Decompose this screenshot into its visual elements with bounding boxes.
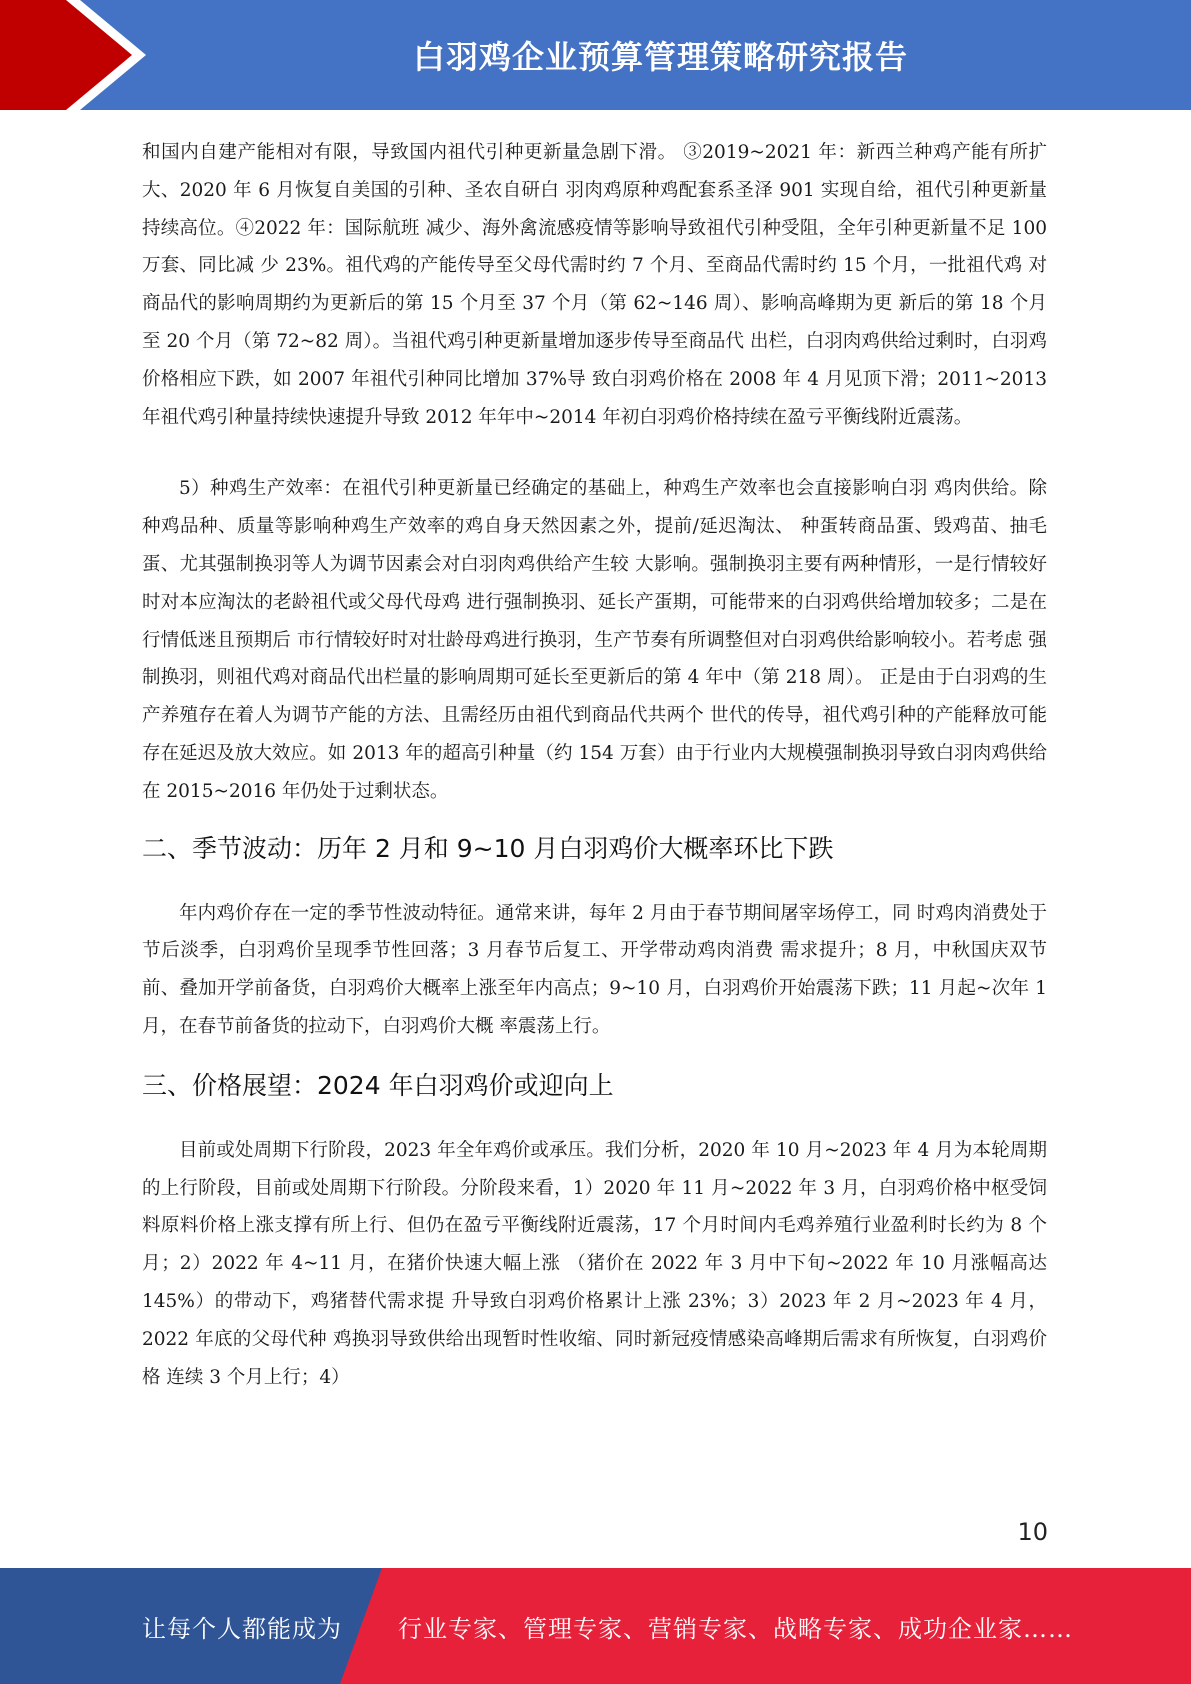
- section-heading: 二、季节波动：历年 2 月和 9~10 月白羽鸡价大概率环比下跌: [142, 833, 834, 863]
- page-number: 10: [1017, 1518, 1048, 1546]
- body-paragraph: 和国内自建产能相对有限，导致国内祖代引种更新量急剧下滑。 ③2019~2021 年：新西兰种鸡产能有所扩大、2020 年 6 月恢复自美国的引种、圣农自研白 羽肉鸡原种鸡配套系圣泽 901 实现自给，祖代引种更新量持续高位。④2022 年：国际航班 减少、海外禽流感疫情等影响导致祖代引种受阻，全年引种更新量不足 100 万套、同比减 少 23%。祖代鸡的产能传导至父母代需时约 7 个月、至商品代需时约 15 个月，一批祖代鸡 对商品代的影响周期约为更新后的第 15 个月至 37 个月（第 62~146 周）、影响高峰期为更 新后的第 18 个月至 20 个月（第 72~82 周）。当祖代鸡引种更新量增加逐步传导至商品代 出栏，白羽肉鸡供给过剩时，白羽鸡价格相应下跌，如 2007 年祖代引种同比增加 37%导 致白羽鸡价格在 2008 年 4 月见顶下滑；2011~2013 年祖代鸡引种量持续快速提升导致 2012 年年中~2014 年初白羽鸡价格持续在盈亏平衡线附近震荡。: [142, 142, 1047, 428]
- body-paragraph: 5）种鸡生产效率：在祖代引种更新量已经确定的基础上，种鸡生产效率也会直接影响白羽 鸡肉供给。除种鸡品种、质量等影响种鸡生产效率的鸡自身天然因素之外，提前/延迟淘汰、 种蛋转商品蛋、毁鸡苗、抽毛蛋、尤其强制换羽等人为调节因素会对白羽肉鸡供给产生较 大影响。强制换羽主要有两种情形，一是行情较好时对本应淘汰的老龄祖代或父母代母鸡 进行强制换羽、延长产蛋期，可能带来的白羽鸡供给增加较多；二是在行情低迷且预期后 市行情较好时对壮龄母鸡进行换羽，生产节奏有所调整但对白羽鸡供给影响较小。若考虑 强制换羽，则祖代鸡对商品代出栏量的影响周期可延长至更新后的第 4 年中（第 218 周）。 正是由于白羽鸡的生产养殖存在着人为调节产能的方法、且需经历由祖代到商品代共两个 世代的传导，祖代鸡引种的产能释放可能存在延迟及放大效应。如 2013 年的超高引种量（约 154 万套）由于行业内大规模强制换羽导致白羽肉鸡供给在 2015~2016 年仍处于过剩状态。: [142, 478, 1047, 802]
- body-paragraph: 目前或处周期下行阶段，2023 年全年鸡价或承压。我们分析，2020 年 10 月~2023 年 4 月为本轮周期的上行阶段，目前或处周期下行阶段。分阶段来看，1）2020 年 11 月~2022 年 3 月，白羽鸡价格中枢受饲料原料价格上涨支撑有所上行、但仍在盈亏平衡线附近震荡，17 个月时间内毛鸡养殖行业盈利时长约为 8 个月；2）2022 年 4~11 月，在猪价快速大幅上涨 （猪价在 2022 年 3 月中下旬~2022 年 10 月涨幅高达 145%）的带动下，鸡猪替代需求提 升导致白羽鸡价格累计上涨 23%；3）2023 年 2 月~2023 年 4 月，2022 年底的父母代种 鸡换羽导致供给出现暂时性收缩、同时新冠疫情感染高峰期后需求有所恢复，白羽鸡价格 连续 3 个月上行；4）: [142, 1139, 1047, 1388]
- document-title: 白羽鸡企业预算管理策略研究报告: [412, 38, 908, 76]
- section-heading: 三、价格展望：2024 年白羽鸡价或迎向上: [142, 1070, 614, 1100]
- page-header: [0, 0, 1191, 110]
- footer-slogan-left: 让每个人都能成为: [142, 1614, 342, 1643]
- footer-slogan-right: 行业专家、管理专家、营销专家、战略专家、成功企业家……: [398, 1614, 1073, 1643]
- body-paragraph: 年内鸡价存在一定的季节性波动特征。通常来讲，每年 2 月由于春节期间屠宰场停工，同 时鸡肉消费处于节后淡季，白羽鸡价呈现季节性回落；3 月春节后复工、开学带动鸡肉消费 需求提升；8 月，中秋国庆双节前、叠加开学前备货，白羽鸡价大概率上涨至年内高点；9~10 月，白羽鸡价开始震荡下跌；11 月起~次年 1 月，在春节前备货的拉动下，白羽鸡价大概 率震荡上行。: [142, 902, 1047, 1037]
- document-body: [142, 134, 1047, 1396]
- header-arrow-icon: [0, 0, 150, 110]
- page-footer: [0, 1568, 1191, 1684]
